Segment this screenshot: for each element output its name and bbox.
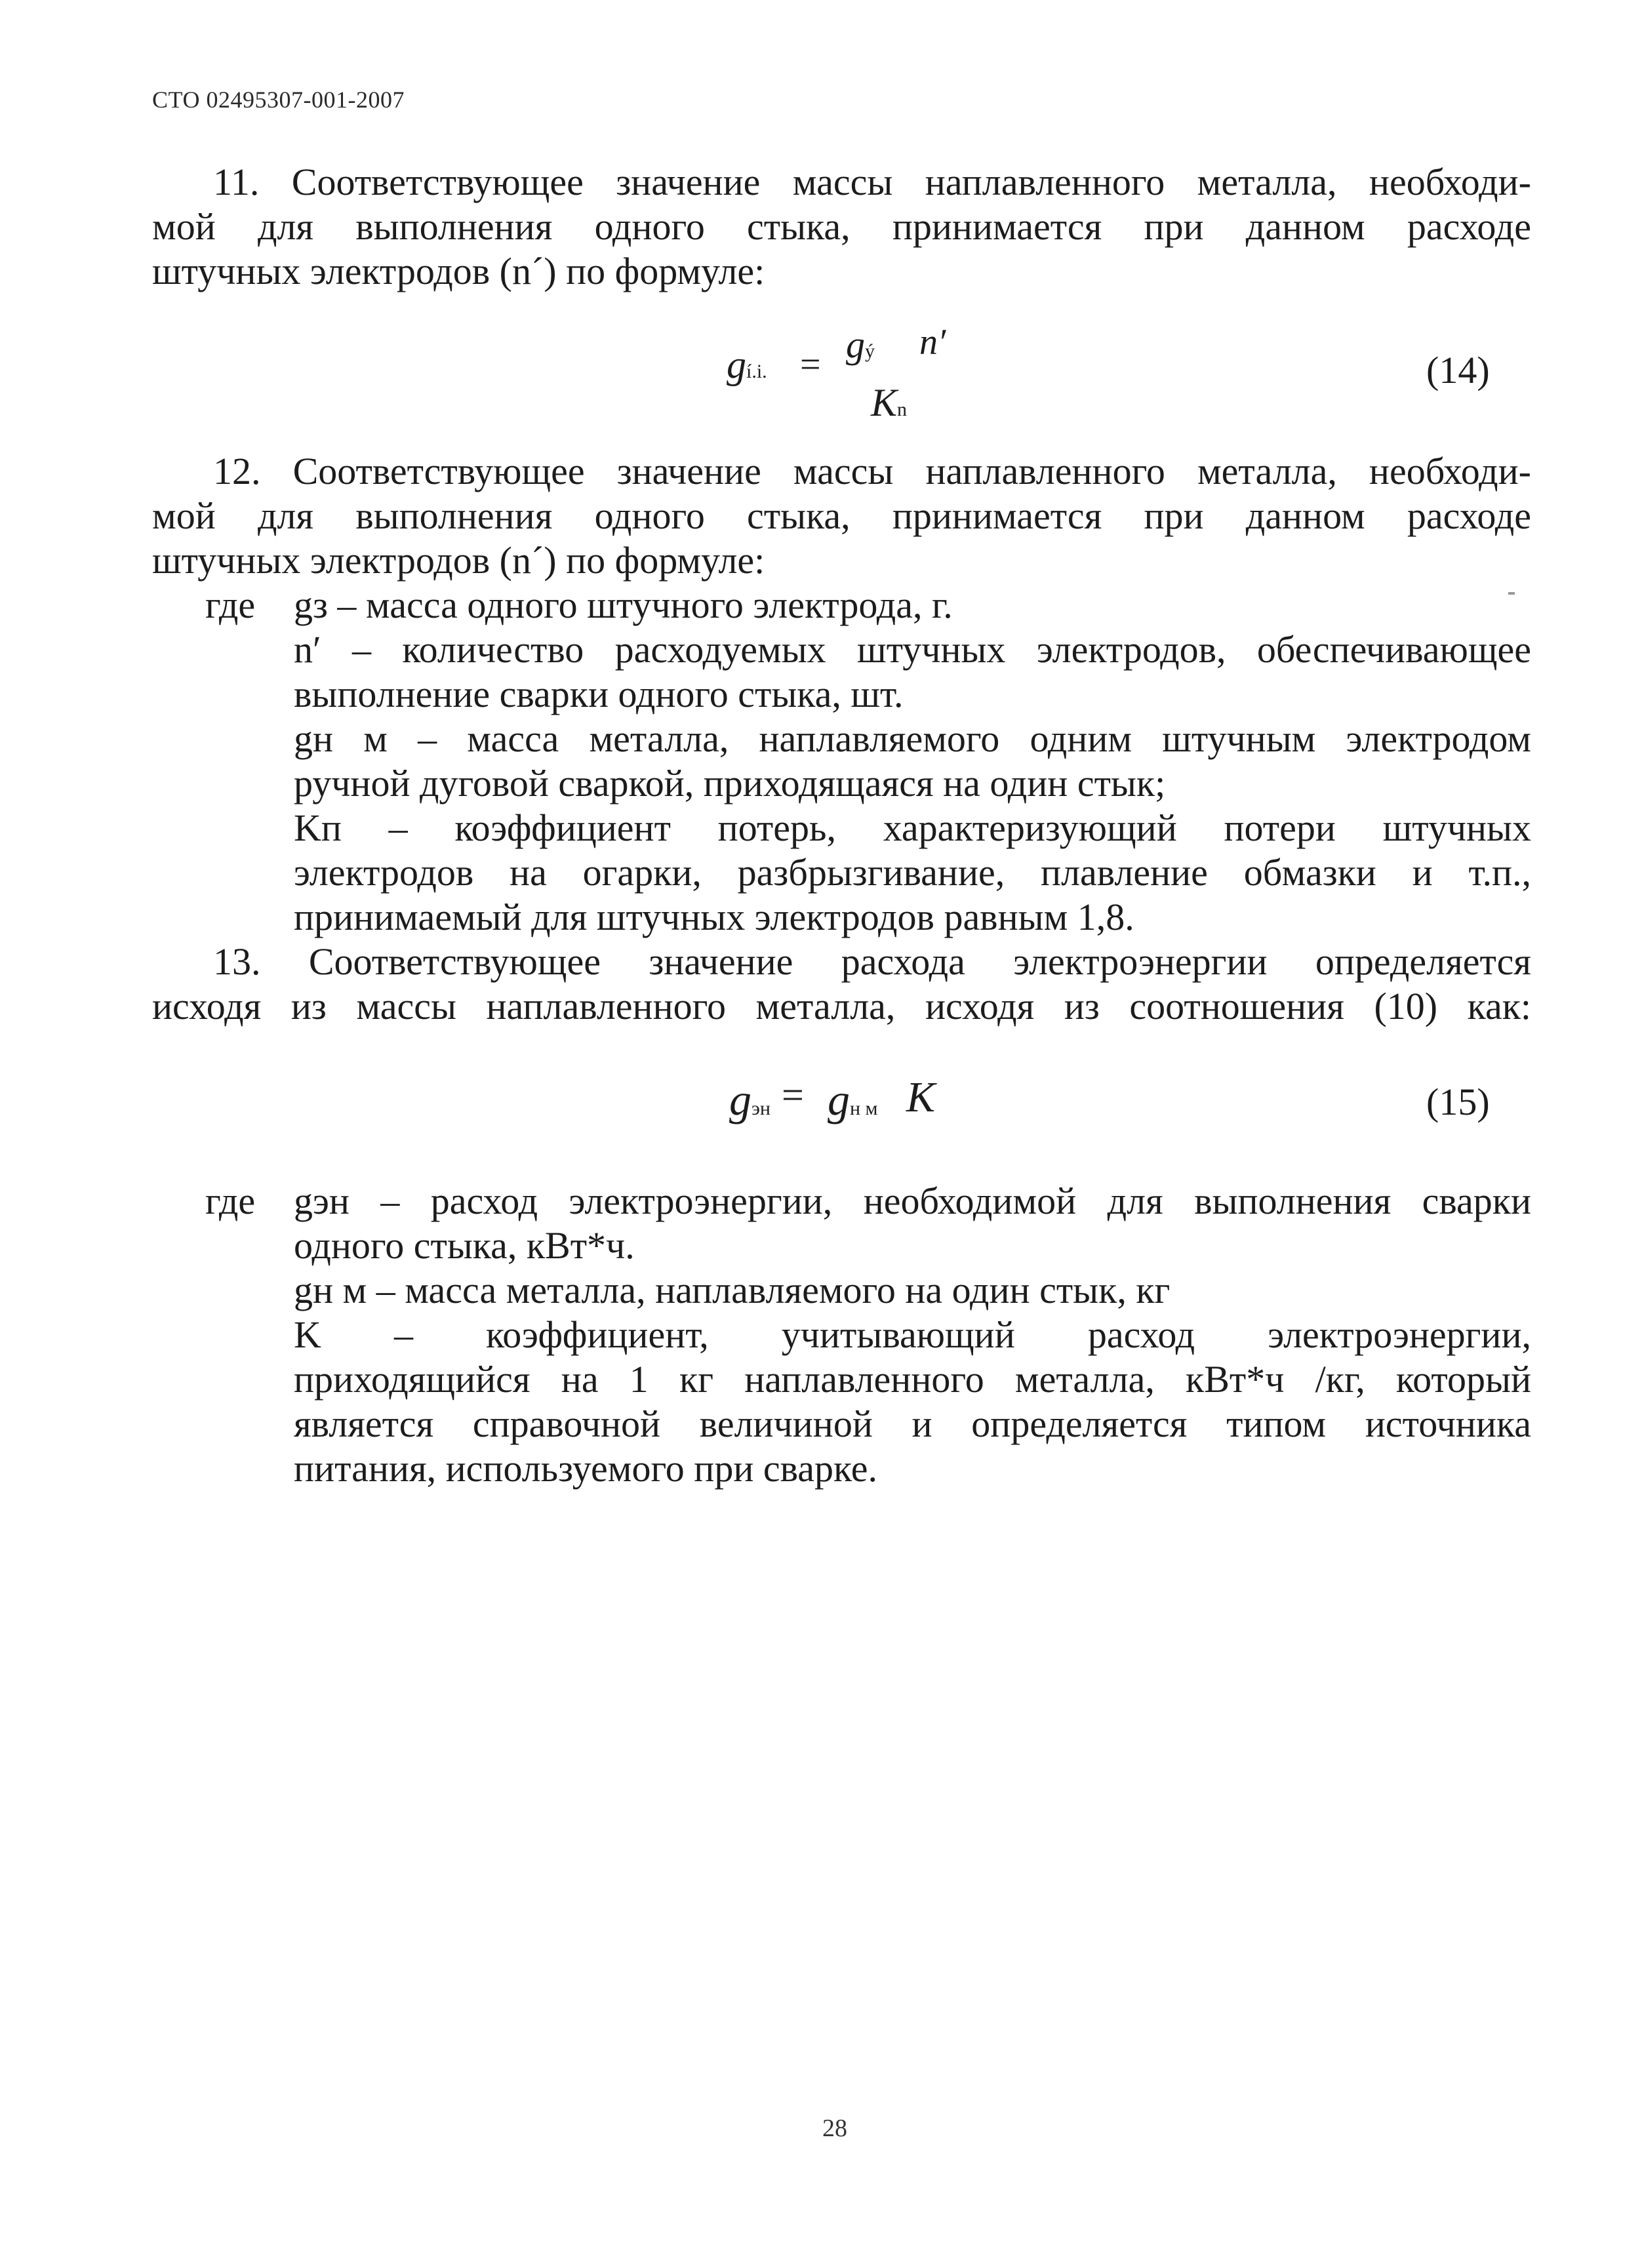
eq15-equals: = (782, 1073, 804, 1117)
page-number: 28 (822, 2115, 847, 2142)
paragraph-12-line-3: штучных электродов (n´) по формуле: (152, 539, 765, 582)
paragraph-13-line-1: 13. Соответствующее значение расхода электроэнергии определяется (213, 940, 1531, 983)
definition-gnm-line-1: gн м – масса металла, наплавляемого одним штучным электродом (294, 717, 1531, 760)
definition-k-line-1: K – коэффициент, учитывающий расход электроэнергии, (294, 1313, 1531, 1356)
paragraph-12-line-1: 12. Соответствующее значение массы наплавленного металла, необходи- (213, 450, 1531, 492)
scan-speck (1508, 592, 1515, 595)
definition-kn-line-3: принимаемый для штучных электродов равным 1,8. (294, 896, 1134, 938)
definition-k-line-3: является справочной величиной и определяется типом источника (294, 1403, 1531, 1445)
eq15-k: K (906, 1073, 936, 1121)
document-code: СТО 02495307-001-2007 (152, 87, 405, 113)
definition-kn-line-2: электродов на огарки, разбрызгивание, плавление обмазки и т.п., (294, 851, 1531, 894)
paragraph-13-line-2: исходя из массы наплавленного металла, исходя из соотношения (10) как: (152, 985, 1531, 1027)
eq14-number: (14) (1426, 349, 1490, 391)
definition-gen-line-2: одного стыка, кВт*ч. (294, 1224, 635, 1267)
where-lead-1: где (205, 584, 256, 626)
eq14-lhs-subscript: í.i. (746, 361, 767, 382)
definition-g3: gз – масса одного штучного электрода, г. (294, 584, 953, 626)
definition-kn-line-1: Kп – коэффициент потерь, характеризующий потери штучных (294, 806, 1531, 849)
paragraph-11-line-3: штучных электродов (n´) по формуле: (152, 250, 765, 292)
definition-gnm-2: gн м – масса металла, наплавляемого на один стык, кг (294, 1269, 1171, 1311)
eq15-rhs: gн м (828, 1075, 878, 1124)
eq14-numerator-g: gý (846, 323, 875, 366)
eq14-equals: = (800, 344, 821, 385)
definition-k-line-2: приходящийся на 1 кг наплавленного металла, кВт*ч /кг, который (294, 1358, 1531, 1401)
eq14-denominator: Kn (871, 381, 908, 424)
eq15-number: (15) (1426, 1081, 1490, 1123)
definition-gnm-line-2: ручной дуговой сваркой, приходящаяся на один стык; (294, 762, 1166, 805)
where-lead-2: где (205, 1180, 256, 1222)
definition-n-prime-line-2: выполнение сварки одного стыка, шт. (294, 673, 904, 715)
eq14-lhs: gí.i. (727, 343, 767, 386)
definition-k-line-4: питания, используемого при сварке. (294, 1447, 877, 1490)
paragraph-12-line-2: мой для выполнения одного стыка, принимается при данном расходе (152, 494, 1531, 537)
eq14-numerator-n: n′ (919, 322, 946, 363)
paragraph-11-line-1: 11. Соответствующее значение массы наплавленного металла, необходи- (213, 161, 1531, 203)
definition-gen-line-1: gэн – расход электроэнергии, необходимой для выполнения сварки (294, 1180, 1531, 1222)
definition-n-prime-line-1: n′ – количество расходуемых штучных электродов, обеспечивающее (294, 628, 1531, 671)
paragraph-11-line-2: мой для выполнения одного стыка, принимается при данном расходе (152, 205, 1531, 248)
eq15-lhs: gэн (729, 1075, 771, 1124)
